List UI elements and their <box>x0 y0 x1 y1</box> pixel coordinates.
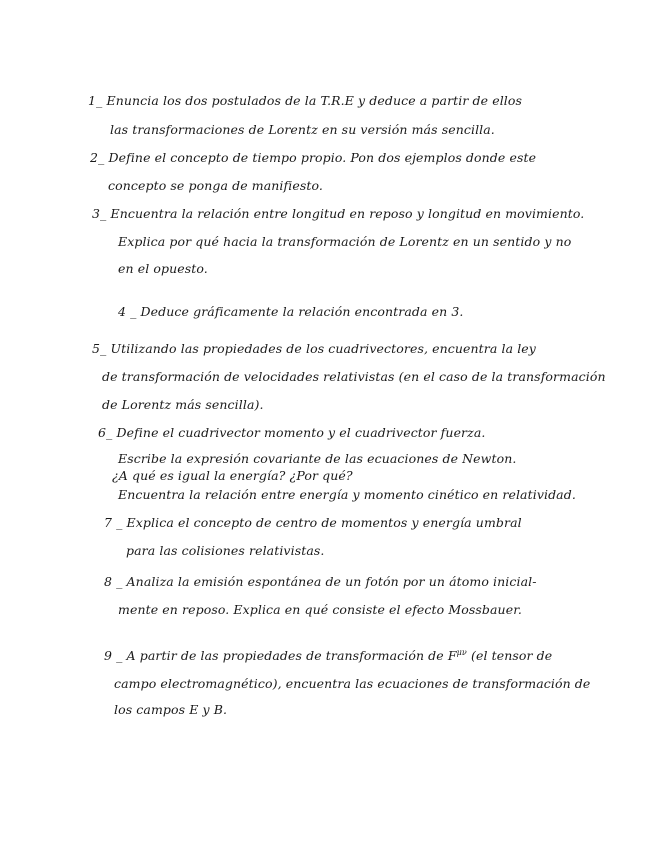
question-6-line-3: ¿A qué es igual la energía? ¿Por qué? <box>112 468 353 483</box>
question-1-line-2: las transformaciones de Lorentz en su versión más sencilla. <box>110 122 495 137</box>
question-6-line-1: 6_ Define el cuadrivector momento y el cuadrivector fuerza. <box>98 425 486 440</box>
question-5-line-2: de transformación de velocidades relativistas (en el caso de la transformación <box>102 369 606 384</box>
question-2-line-1: 2_ Define el concepto de tiempo propio. Pon dos ejemplos donde este <box>90 150 537 165</box>
question-4-line-1: 4 _ Deduce gráficamente la relación encontrada en 3. <box>118 304 464 319</box>
question-9-text: 9 _ A partir de las propiedades de transformación de F <box>104 648 457 664</box>
question-3-line-3: en el opuesto. <box>118 261 208 276</box>
question-3-line-1: 3_ Encuentra la relación entre longitud en reposo y longitud en movimiento. <box>92 206 585 221</box>
question-8-line-1: 8 _ Analiza la emisión espontánea de un fotón por un átomo inicial- <box>104 574 537 589</box>
question-6-line-2: Escribe la expresión covariante de las ecuaciones de Newton. <box>118 451 517 466</box>
question-7-line-2: para las colisiones relativistas. <box>126 543 325 558</box>
question-3-line-2: Explica por qué hacia la transformación de Lorentz en un sentido y no <box>118 234 572 249</box>
question-9-line-3: los campos E y B. <box>114 702 228 717</box>
question-9-line-2: campo electromagnético), encuentra las ecuaciones de transformación de <box>114 676 591 691</box>
question-5-line-1: 5_ Utilizando las propiedades de los cuadrivectores, encuentra la ley <box>92 341 536 356</box>
question-6-line-4: Encuentra la relación entre energía y momento cinético en relatividad. <box>118 487 576 502</box>
question-1-line-1: 1_ Enuncia los dos postulados de la T.R.E y deduce a partir de ellos <box>88 93 523 108</box>
question-2-line-2: concepto se ponga de manifiesto. <box>108 178 323 193</box>
question-8-line-2: mente en reposo. Explica en qué consiste el efecto Mossbauer. <box>118 602 522 617</box>
question-7-line-1: 7 _ Explica el concepto de centro de momentos y energía umbral <box>104 515 522 530</box>
question-5-line-3: de Lorentz más sencilla). <box>102 397 264 412</box>
tensor-superscript: μν <box>456 648 467 657</box>
question-9-text-after: (el tensor de <box>466 648 553 664</box>
question-9-line-1 <box>104 648 552 663</box>
